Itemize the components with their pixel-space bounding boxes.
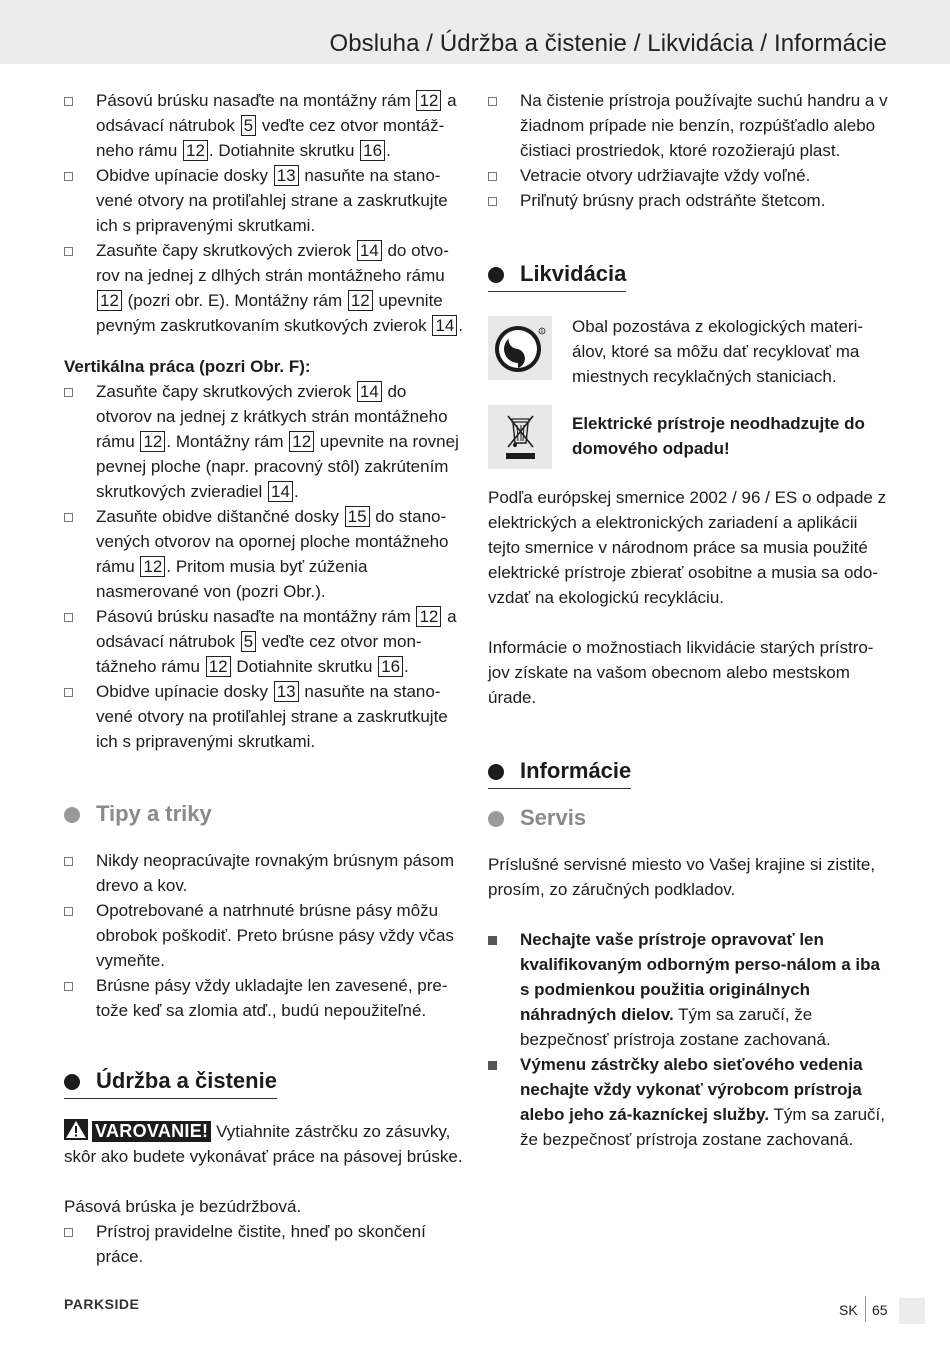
checkbox-bullet-icon <box>64 247 73 256</box>
checkbox-bullet-icon <box>64 388 73 397</box>
list-item-text: Vetracie otvory udržiavajte vždy voľné. <box>520 166 811 185</box>
list-item <box>64 898 464 973</box>
checkbox-bullet-icon <box>488 197 497 206</box>
heading-bullet-icon <box>488 811 504 827</box>
list-item <box>64 973 464 1023</box>
checkbox-bullet-icon <box>488 97 497 106</box>
reference-number: 12 <box>416 606 441 627</box>
checkbox-bullet-icon <box>64 907 73 916</box>
reference-number: 12 <box>348 290 373 311</box>
list-item <box>64 238 464 338</box>
list-item <box>64 848 464 898</box>
footer-divider <box>865 1296 866 1322</box>
list-item <box>64 1219 464 1269</box>
reference-number: 12 <box>289 431 314 452</box>
list-item <box>64 379 464 504</box>
reference-number: 15 <box>345 506 370 527</box>
right-column <box>488 88 888 1152</box>
reference-number: 5 <box>241 631 256 652</box>
heading-bullet-icon <box>64 1074 80 1090</box>
service-heading: Servis <box>488 803 586 835</box>
information-heading: Informácie <box>488 756 631 789</box>
list-item <box>488 188 888 213</box>
square-bullet-icon <box>488 936 497 945</box>
list-item <box>488 88 888 163</box>
checkbox-bullet-icon <box>64 857 73 866</box>
page-header <box>0 0 950 64</box>
heading-bullet-icon <box>64 807 80 823</box>
list-item-text: Opotrebované a natrhnuté brúsne pásy môžu obrobok poškodiť. Preto brúsne pásy vždy včas vymeňte. <box>96 901 454 970</box>
checkbox-bullet-icon <box>64 982 73 991</box>
list-item-text: . <box>293 482 299 501</box>
list-item-text: . <box>404 657 409 676</box>
list-item-text: Dotiahnite skrutku <box>231 657 378 676</box>
page-number: 65 <box>872 1302 888 1318</box>
list-item-text: veďte cez otvor montáž-neho rámu <box>96 116 445 160</box>
list-item <box>488 927 888 1052</box>
service-text: Príslušné servisné miesto vo Vašej krajine si zistite, prosím, zo záručných podkladov. <box>488 855 876 899</box>
warning-text: Vytiahnite zástrčku zo zásuvky, skôr ako budete vykonávať práce na pásovej brúske. <box>64 1122 463 1166</box>
service-item-bold: Výmenu zástrčky alebo sieťového vedenia nechajte vždy vykonať výrobcom prístroja alebo jeho zá-kazníckej služby. <box>520 1055 863 1124</box>
left-column <box>64 88 464 1269</box>
mounting-list <box>64 88 464 338</box>
checkbox-bullet-icon <box>488 172 497 181</box>
tips-list <box>64 848 464 1023</box>
list-item-text: veďte cez otvor mon-tážneho rámu <box>96 632 422 676</box>
brand-logo: PARKSIDE <box>64 1296 140 1312</box>
list-item-text: Na čistenie prístroja používajte suchú handru a v žiadnom prípade nie benzín, rozpúšťadlo alebo čistiaci prostriedok, ktoré rozožierajú plast. <box>520 91 888 160</box>
list-item-text: Prístroj pravidelne čistite, hneď po skončení práce. <box>96 1222 426 1266</box>
reference-number: 14 <box>432 315 457 336</box>
square-bullet-icon <box>488 1061 497 1070</box>
list-item <box>488 1052 888 1152</box>
svg-text:R: R <box>540 329 544 334</box>
maintenance-free-text: Pásová brúska je bezúdržbová. <box>64 1197 302 1216</box>
service-item-text: Tým sa zaručí, že bezpečnosť prístroja zostane zachovaná. <box>520 1105 885 1149</box>
list-item-text: a odsávací nátrubok <box>96 91 457 135</box>
weee-note <box>488 403 888 467</box>
reference-number: 12 <box>140 431 165 452</box>
service-list <box>488 927 888 1152</box>
list-item-text: Brúsne pásy vždy ukladajte len zavesené, pre-tože keď sa zlomia atď., budú nepoužiteľné. <box>96 976 448 1020</box>
weee-text: Elektrické prístroje neodhadzujte do domového odpadu! <box>572 414 865 458</box>
crossed-bin-icon <box>488 405 552 469</box>
reference-number: 12 <box>206 656 231 677</box>
reference-number: 12 <box>140 556 165 577</box>
heading-bullet-icon <box>488 764 504 780</box>
list-item <box>64 504 464 604</box>
reference-number: 5 <box>241 115 256 136</box>
list-item <box>64 604 464 679</box>
list-item-text: Nikdy neopracúvajte rovnakým brúsnym pásom drevo a kov. <box>96 851 455 895</box>
list-item-text: do otvorov na jednej z krátkych strán montážneho rámu <box>96 382 448 451</box>
list-item-text: . <box>386 141 391 160</box>
list-item-text: Zasuňte čapy skrutkových zvierok <box>96 382 356 401</box>
reference-number: 13 <box>274 681 299 702</box>
list-item-text: upevnite na rovnej pevnej ploche (napr. pracovný stôl) zakrútením skrutkových zvieradiel <box>96 432 459 501</box>
list-item-text: Zasuňte čapy skrutkových zvierok <box>96 241 356 260</box>
list-item-text: do otvo-rov na jednej z dlhých strán montážneho rámu <box>96 241 449 285</box>
list-item-text: . Dotiahnite skrutku <box>208 141 360 160</box>
warning-note <box>64 1119 464 1169</box>
reference-number: 16 <box>378 656 403 677</box>
warning-label: VAROVANIE! <box>92 1121 211 1142</box>
maintenance-heading: Údržba a čistenie <box>64 1066 277 1099</box>
list-item-text: Priľnutý brúsny prach odstráňte štetcom. <box>520 191 826 210</box>
checkbox-bullet-icon <box>64 688 73 697</box>
list-item <box>488 163 888 188</box>
green-dot-recycling-icon <box>488 316 552 380</box>
list-item-text: nasuňte na stano-vené otvory na protiľahlej strane a zaskrutkujte ich s pripravenými skrutkami. <box>96 682 448 751</box>
list-item-text: upevnite pevným zaskrutkovaním skutkových zvierok <box>96 291 443 335</box>
disposal-heading: Likvidácia <box>488 259 626 292</box>
list-item-text: Pásovú brúsku nasaďte na montážny rám <box>96 91 416 110</box>
reference-number: 13 <box>274 165 299 186</box>
tips-heading: Tipy a triky <box>64 799 212 831</box>
list-item-text: nasuňte na stano-vené otvory na protiľahlej strane a zaskrutkujte ich s pripravenými skrutkami. <box>96 166 448 235</box>
cleaning-list <box>488 88 888 213</box>
recycling-text: Obal pozostáva z ekologických materi-álov, ktoré sa môžu dať recyklovať ma miestnych recyklačných staniciach. <box>572 317 864 386</box>
service-item-bold: Nechajte vaše prístroje opravovať len kvalifikovaným odborným perso-nálom a iba s podmienkou použitia originálnych náhradných dielov. <box>520 930 880 1024</box>
list-item <box>64 88 464 163</box>
list-item-text: . Pritom musia byť zúženia nasmerované von (pozri Obr.). <box>96 557 368 601</box>
list-item-text: . <box>458 316 464 335</box>
list-item <box>64 163 464 238</box>
list-item-text: Obidve upínacie dosky <box>96 166 273 185</box>
checkbox-bullet-icon <box>64 97 73 106</box>
vertical-work-heading: Vertikálna práca (pozri Obr. F): <box>64 357 311 376</box>
list-item <box>64 679 464 754</box>
reference-number: 14 <box>357 381 382 402</box>
checkbox-bullet-icon <box>64 613 73 622</box>
list-item-text: Zasuňte obidve dištančné dosky <box>96 507 344 526</box>
language-code: SK <box>839 1302 858 1318</box>
header-title: Obsluha / Údržba a čistenie / Likvidácia / Informácie <box>329 30 887 57</box>
reference-number: 12 <box>416 90 441 111</box>
page-tab-marker <box>899 1298 925 1324</box>
disposal-info-text: Informácie o možnostiach likvidácie starých prístro-jov získate na vašom obecnom alebo mestskom úrade. <box>488 638 874 707</box>
recycling-note <box>488 314 888 389</box>
reference-number: 14 <box>268 481 293 502</box>
checkbox-bullet-icon <box>64 513 73 522</box>
service-item-text: Tým sa zaručí, že bezpečnosť prístroja zostane zachovaná. <box>520 1005 831 1049</box>
vertical-work-list <box>64 379 464 754</box>
list-item-text: do stano-vených otvorov na opornej ploche montážneho rámu <box>96 507 449 576</box>
reference-number: 12 <box>183 140 208 161</box>
list-item-text: Pásovú brúsku nasaďte na montážny rám <box>96 607 416 626</box>
warning-triangle-icon <box>64 1119 88 1140</box>
reference-number: 16 <box>360 140 385 161</box>
checkbox-bullet-icon <box>64 172 73 181</box>
directive-text: Podľa európskej smernice 2002 / 96 / ES o odpade z elektrických a elektronických zariadení a aplikácii tejto smernice v národnom práce sa musia použité elektrické prístroje zbierať osobitne a musia sa odo-vzdať na ekologickú recykláciu. <box>488 488 887 607</box>
list-item-text: (pozri obr. E). Montážny rám <box>122 291 347 310</box>
heading-bullet-icon <box>488 267 504 283</box>
maintenance-list <box>64 1219 464 1269</box>
list-item-text: . Montážny rám <box>166 432 289 451</box>
reference-number: 12 <box>97 290 122 311</box>
reference-number: 14 <box>357 240 382 261</box>
list-item-text: a odsávací nátrubok <box>96 607 457 651</box>
list-item-text: Obidve upínacie dosky <box>96 682 273 701</box>
checkbox-bullet-icon <box>64 1228 73 1237</box>
